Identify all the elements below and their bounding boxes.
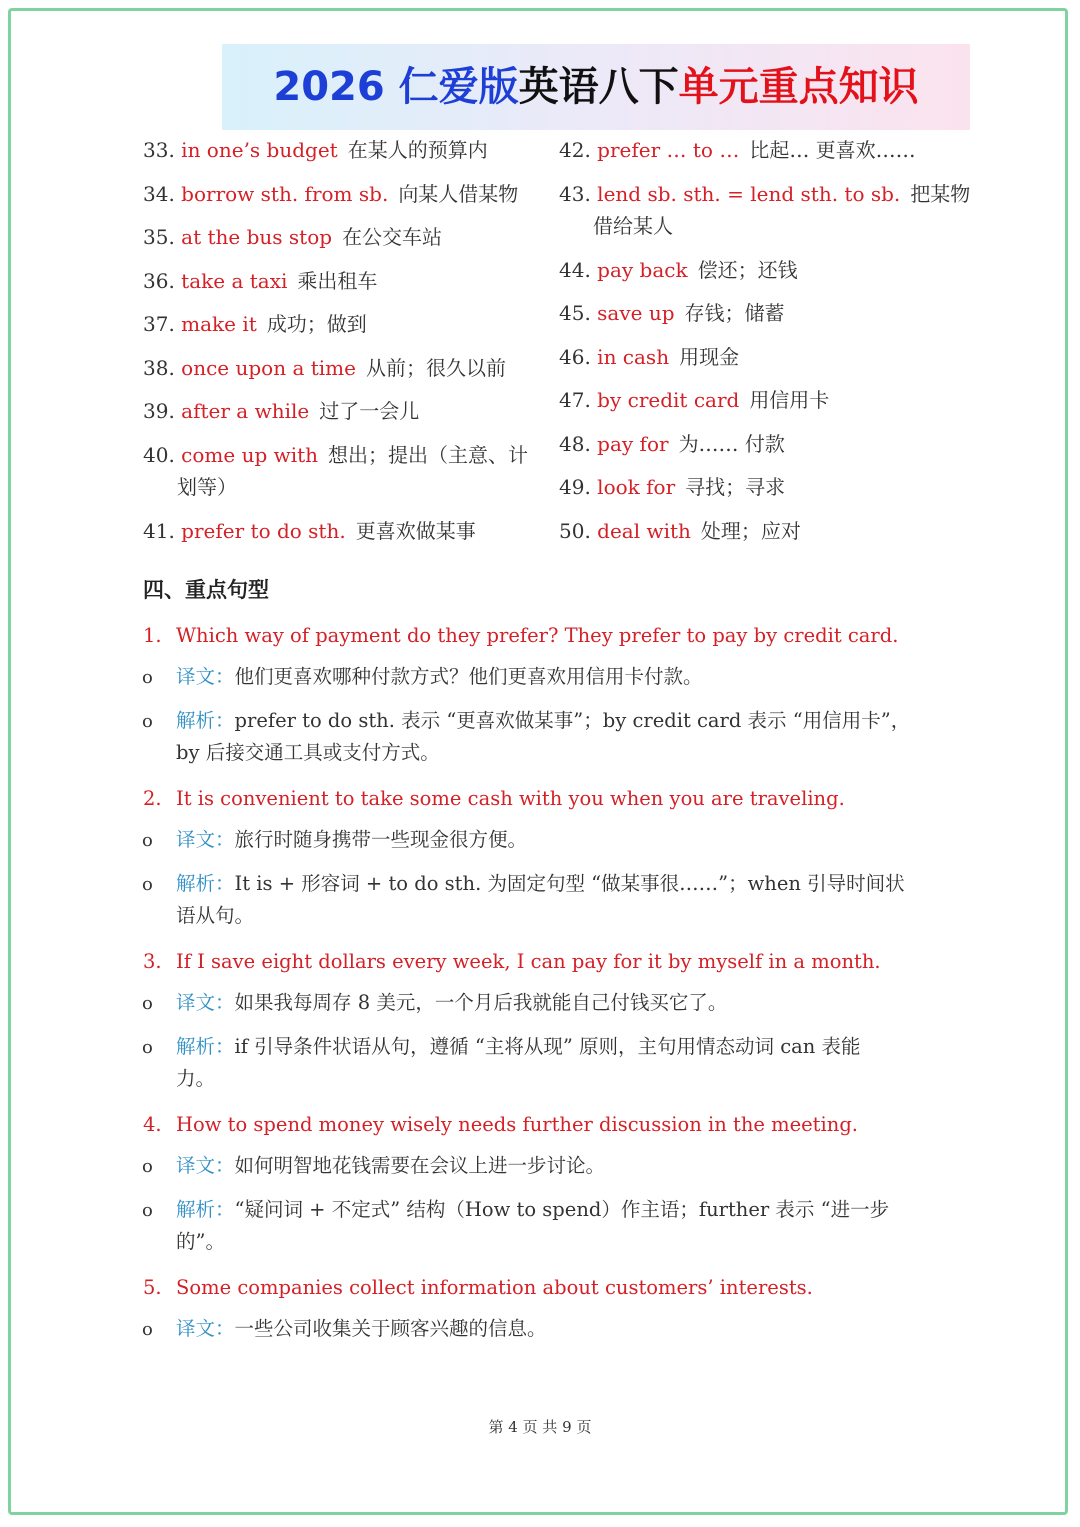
bullet-marker: o <box>142 1200 153 1221</box>
key-sentence <box>143 946 881 978</box>
page-number: 第 4 页 共 9 页 <box>488 1418 592 1436</box>
vocab-phrase: once upon a time <box>181 356 356 380</box>
vocab-item <box>559 384 829 416</box>
vocab-number: 45. <box>559 301 591 325</box>
sentence-text: Some companies collect information about customers’ interests. <box>176 1276 813 1299</box>
vocab-meaning: 处理；应对 <box>700 519 801 543</box>
vocab-phrase: lend sb. sth. = lend sth. to sb. <box>597 182 901 206</box>
analysis-label: 解析： <box>176 1035 235 1058</box>
key-sentence <box>143 620 898 652</box>
vocab-phrase: in cash <box>597 345 670 369</box>
vocab-number: 43. <box>559 182 591 206</box>
vocab-phrase: pay for <box>597 432 669 456</box>
vocab-item <box>143 439 528 471</box>
vocab-number: 48. <box>559 432 591 456</box>
vocab-item <box>143 265 377 297</box>
title-subject: 英语八下 <box>518 64 679 110</box>
sentence-number: 3. <box>143 950 162 973</box>
vocab-phrase: deal with <box>597 519 691 543</box>
sentence-number: 5. <box>143 1276 162 1299</box>
vocab-item <box>143 221 442 253</box>
vocab-item <box>559 254 798 286</box>
analysis <box>176 868 905 900</box>
vocab-meaning: 更喜欢做某事 <box>355 519 476 543</box>
vocab-meaning: 在某人的预算内 <box>347 138 488 162</box>
analysis-text: It is + 形容词 + to do sth. 为固定句型 “做某事很……”；when 引导时间状 <box>234 872 905 895</box>
vocab-number: 37. <box>143 312 175 336</box>
vocab-item <box>143 134 488 166</box>
vocab-number: 49. <box>559 475 591 499</box>
vocab-meaning: 用信用卡 <box>749 388 830 412</box>
sentence-text: How to spend money wisely needs further discussion in the meeting. <box>176 1113 858 1136</box>
vocab-item <box>559 341 739 373</box>
translation-label: 译文： <box>176 828 235 851</box>
analysis-text: “疑问词 + 不定式” 结构（How to spend）作主语；further 表示 “进一步 <box>234 1198 890 1221</box>
vocab-number: 39. <box>143 399 175 423</box>
vocab-number: 44. <box>559 258 591 282</box>
vocab-meaning: 把某物 <box>910 182 971 206</box>
vocab-meaning: 用现金 <box>679 345 740 369</box>
translation-label: 译文： <box>176 991 235 1014</box>
analysis-label: 解析： <box>176 872 235 895</box>
translation <box>176 824 527 856</box>
translation <box>176 987 727 1019</box>
translation-label: 译文： <box>176 1154 235 1177</box>
vocab-phrase: by credit card <box>597 388 740 412</box>
vocab-meaning: 想出；提出（主意、计 <box>328 443 529 467</box>
vocab-number: 41. <box>143 519 175 543</box>
translation-label: 译文： <box>176 1317 235 1340</box>
translation-text: 旅行时随身携带一些现金很方便。 <box>234 828 528 851</box>
vocab-number: 35. <box>143 225 175 249</box>
vocab-number: 50. <box>559 519 591 543</box>
translation-label: 译文： <box>176 665 235 688</box>
vocab-item <box>559 178 970 210</box>
vocab-phrase: in one’s budget <box>181 138 338 162</box>
section-title: 四、重点句型 <box>143 577 269 602</box>
key-sentence <box>143 783 845 815</box>
sentence-text: It is convenient to take some cash with you when you are traveling. <box>176 787 845 810</box>
sentence-text: Which way of payment do they prefer? They prefer to pay by credit card. <box>176 624 899 647</box>
vocab-meaning: 过了一会儿 <box>319 399 420 423</box>
vocab-meaning: 偿还；还钱 <box>697 258 798 282</box>
sentence-number: 2. <box>143 787 162 810</box>
vocab-phrase: prefer … to … <box>597 138 740 162</box>
translation-text: 一些公司收集关于顾客兴趣的信息。 <box>234 1317 547 1340</box>
analysis-label: 解析： <box>176 709 235 732</box>
vocab-number: 46. <box>559 345 591 369</box>
vocab-number: 40. <box>143 443 175 467</box>
vocab-number: 36. <box>143 269 175 293</box>
bullet-marker: o <box>142 874 153 895</box>
bullet-marker: o <box>142 993 153 1014</box>
vocab-item <box>559 134 916 166</box>
vocab-phrase: after a while <box>181 399 310 423</box>
vocab-phrase: take a taxi <box>181 269 288 293</box>
vocab-meaning: 在公交车站 <box>342 225 443 249</box>
analysis <box>176 705 910 737</box>
bullet-marker: o <box>142 1156 153 1177</box>
vocab-phrase: borrow sth. from sb. <box>181 182 389 206</box>
vocab-phrase: look for <box>597 475 676 499</box>
vocab-meaning: 比起… 更喜欢…… <box>749 138 916 162</box>
translation-text: 如果我每周存 8 美元，一个月后我就能自己付钱买它了。 <box>234 991 728 1014</box>
sentence-text: If I save eight dollars every week, I can pay for it by myself in a month. <box>176 950 881 973</box>
key-sentence <box>143 1109 858 1141</box>
vocab-item <box>143 178 518 210</box>
analysis-continued: 力。 <box>176 1067 216 1090</box>
vocab-meaning: 成功；做到 <box>266 312 367 336</box>
bullet-marker: o <box>142 711 153 732</box>
sentence-number: 1. <box>143 624 162 647</box>
bullet-marker: o <box>142 1319 153 1340</box>
vocab-item <box>559 471 785 503</box>
analysis-label: 解析： <box>176 1198 235 1221</box>
vocab-meaning: 为…… 付款 <box>678 432 785 456</box>
vocab-phrase: prefer to do sth. <box>181 519 346 543</box>
title-topic: 单元重点知识 <box>678 64 919 110</box>
vocab-meaning: 从前；很久以前 <box>365 356 506 380</box>
vocab-meaning: 乘出租车 <box>297 269 378 293</box>
vocab-item <box>143 515 476 547</box>
vocab-meaning-continued: 借给某人 <box>593 214 673 238</box>
vocab-item <box>559 428 785 460</box>
vocab-item <box>143 308 367 340</box>
vocab-meaning: 寻找；寻求 <box>685 475 786 499</box>
vocab-meaning: 向某人借某物 <box>398 182 519 206</box>
vocab-item <box>143 395 419 427</box>
vocab-phrase: come up with <box>181 443 319 467</box>
translation <box>176 1313 547 1345</box>
analysis <box>176 1031 861 1063</box>
translation <box>176 1150 605 1182</box>
analysis-continued: by 后接交通工具或支付方式。 <box>176 741 440 764</box>
vocab-item <box>559 515 801 547</box>
key-sentence <box>143 1272 813 1304</box>
translation-text: 他们更喜欢哪种付款方式？他们更喜欢用信用卡付款。 <box>234 665 703 688</box>
analysis-text: prefer to do sth. 表示 “更喜欢做某事”；by credit card 表示 “用信用卡”， <box>234 709 911 732</box>
translation-text: 如何明智地花钱需要在会议上进一步讨论。 <box>234 1154 606 1177</box>
vocab-phrase: save up <box>597 301 675 325</box>
vocab-meaning-continued: 划等） <box>177 475 237 499</box>
vocab-number: 47. <box>559 388 591 412</box>
vocab-item <box>143 352 506 384</box>
analysis-continued: 的”。 <box>176 1230 225 1253</box>
analysis-continued: 语从句。 <box>176 904 255 927</box>
vocab-item <box>559 297 785 329</box>
vocab-number: 42. <box>559 138 591 162</box>
sentence-number: 4. <box>143 1113 162 1136</box>
vocab-phrase: pay back <box>597 258 688 282</box>
analysis <box>176 1194 889 1226</box>
vocab-phrase: at the bus stop <box>181 225 333 249</box>
bullet-marker: o <box>142 1037 153 1058</box>
vocab-number: 34. <box>143 182 175 206</box>
bullet-marker: o <box>142 830 153 851</box>
vocab-phrase: make it <box>181 312 257 336</box>
bullet-marker: o <box>142 667 153 688</box>
title-banner <box>222 44 970 130</box>
vocab-meaning: 存钱；储蓄 <box>684 301 785 325</box>
analysis-text: if 引导条件状语从句，遵循 “主将从现” 原则，主句用情态动词 can 表能 <box>234 1035 861 1058</box>
title-year-edition: 2026 仁爱版 <box>273 64 519 110</box>
vocab-number: 38. <box>143 356 175 380</box>
vocab-number: 33. <box>143 138 175 162</box>
translation <box>176 661 703 693</box>
